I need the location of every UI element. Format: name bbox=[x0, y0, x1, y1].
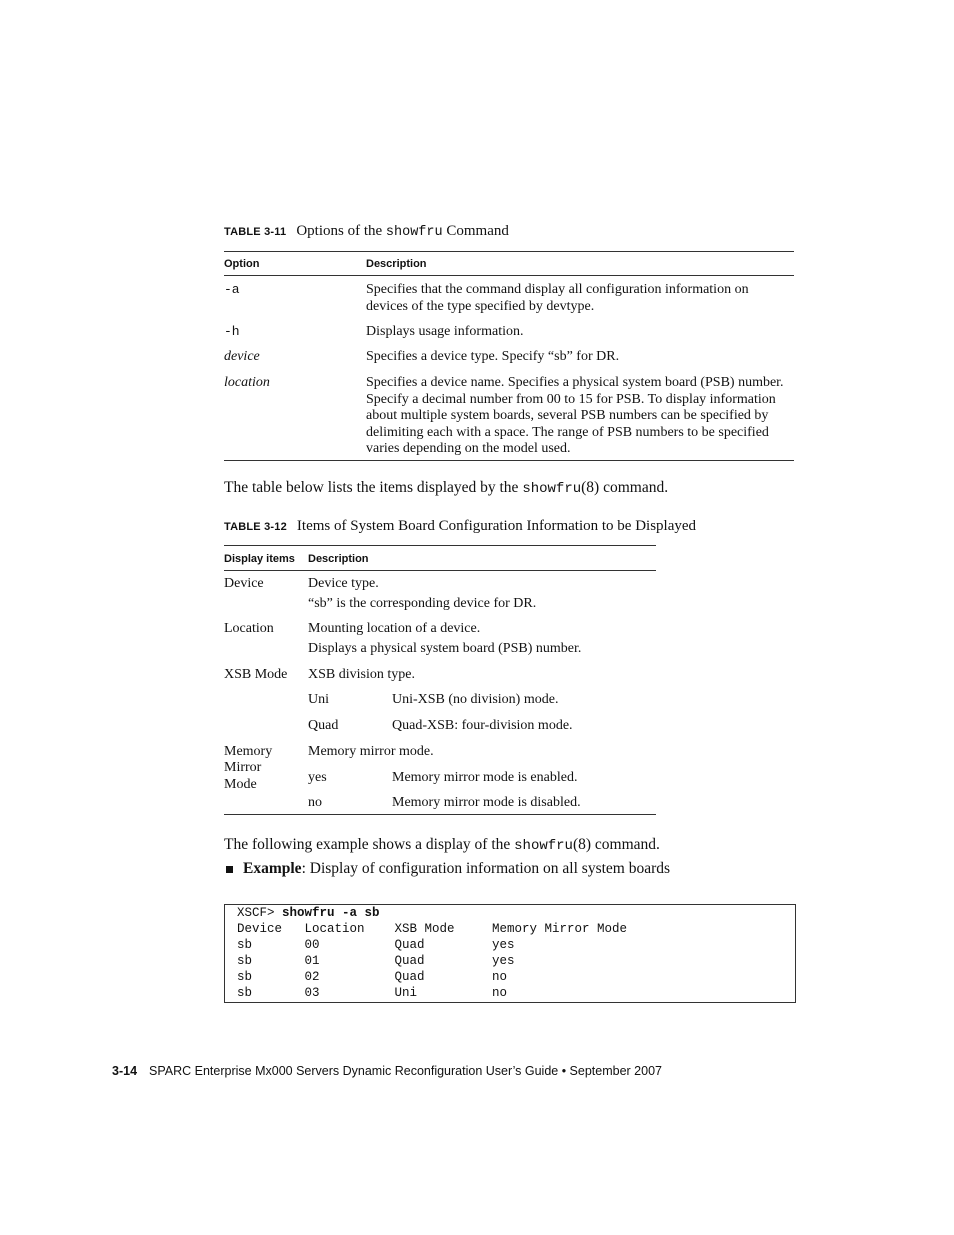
caption-text: Items of System Board Configuration Information to be Displayed bbox=[296, 518, 697, 534]
code-output-line: sb 00 Quad yes bbox=[237, 938, 515, 952]
inline-command: showfru bbox=[514, 838, 573, 854]
sub-key: no bbox=[308, 795, 322, 810]
body-paragraph bbox=[224, 836, 660, 854]
table-3-12-caption bbox=[224, 518, 696, 535]
description-cell: Displays a physical system board (PSB) number. bbox=[308, 641, 582, 656]
bullet-item bbox=[243, 860, 670, 878]
table-top-rule bbox=[224, 545, 656, 546]
table-label: TABLE 3-12 bbox=[224, 521, 287, 533]
column-header-description: Description bbox=[366, 258, 427, 270]
description-cell: “sb” is the corresponding device for DR. bbox=[308, 596, 537, 611]
header-rule bbox=[224, 275, 794, 276]
item-cell: Memory bbox=[224, 744, 273, 759]
table-label: TABLE 3-11 bbox=[224, 226, 287, 238]
code-output-line: Device Location XSB Mode Memory Mirror Mode bbox=[237, 922, 628, 936]
sub-value: Memory mirror mode is disabled. bbox=[392, 795, 581, 810]
option-cell: -a bbox=[224, 282, 240, 297]
description-cell: Mounting location of a device. bbox=[308, 621, 481, 636]
code-output-line: sb 03 Uni no bbox=[237, 986, 508, 1000]
item-cell: Device bbox=[224, 576, 264, 591]
caption-text: Command bbox=[442, 223, 509, 239]
inline-command: showfru bbox=[522, 481, 582, 497]
description-cell: Device type. bbox=[308, 576, 379, 591]
item-cell: XSB Mode bbox=[224, 667, 288, 682]
option-cell: location bbox=[224, 375, 270, 390]
code-command: showfru -a sb bbox=[282, 906, 380, 920]
caption-text: Options of the bbox=[296, 223, 386, 239]
bullet-text: : Display of configuration information on all system boards bbox=[301, 860, 671, 877]
item-cell: Mirror bbox=[224, 760, 262, 775]
paragraph-text: (8) command. bbox=[581, 479, 669, 496]
description-cell: Specifies a device name. Specifies a physical system board (PSB) number. Specify a decimal number from 00 to 15 for PSB. To display information about multiple system boards, several PSB numbers can be specified by delimiting each with a space. The range of PSB numbers to be specified varies depending on the model used. bbox=[366, 375, 784, 456]
body-paragraph bbox=[224, 479, 668, 497]
caption-command: showfru bbox=[385, 225, 443, 240]
code-example-box bbox=[224, 904, 796, 1003]
header-rule bbox=[224, 570, 656, 571]
column-header-display-items: Display items bbox=[224, 553, 295, 565]
description-cell: XSB division type. bbox=[308, 667, 415, 682]
code-command-line bbox=[237, 905, 380, 921]
sub-value: Quad-XSB: four-division mode. bbox=[392, 718, 573, 733]
column-header-description: Description bbox=[308, 553, 369, 565]
code-prompt: XSCF> bbox=[237, 906, 283, 920]
sub-value: Memory mirror mode is enabled. bbox=[392, 770, 578, 785]
code-output-line: sb 02 Quad no bbox=[237, 970, 508, 984]
footer-text: SPARC Enterprise Mx000 Servers Dynamic Reconfiguration User’s Guide • September 2007 bbox=[149, 1064, 662, 1078]
option-cell: device bbox=[224, 349, 260, 364]
paragraph-text: The following example shows a display of the bbox=[224, 836, 515, 853]
table-bottom-rule bbox=[224, 814, 656, 815]
page-footer bbox=[112, 1064, 662, 1078]
paragraph-text: (8) command. bbox=[572, 836, 660, 853]
description-cell: Specifies a device type. Specify “sb” for DR. bbox=[366, 349, 620, 364]
table-top-rule bbox=[224, 251, 794, 252]
description-cell: Specifies that the command display all configuration information on devices of the type specified by devtype. bbox=[366, 282, 749, 314]
option-cell: -h bbox=[224, 324, 240, 339]
sub-key: Quad bbox=[308, 718, 339, 733]
code-output-line: sb 01 Quad yes bbox=[237, 954, 515, 968]
item-cell: Location bbox=[224, 621, 274, 636]
column-header-option: Option bbox=[224, 258, 260, 270]
description-cell: Memory mirror mode. bbox=[308, 744, 434, 759]
sub-key: yes bbox=[308, 770, 327, 785]
page-number: 3-14 bbox=[112, 1064, 138, 1078]
sub-value: Uni-XSB (no division) mode. bbox=[392, 692, 559, 707]
table-bottom-rule bbox=[224, 460, 794, 461]
bullet-bold-text: Example bbox=[243, 860, 302, 877]
item-cell: Mode bbox=[224, 777, 257, 792]
paragraph-text: The table below lists the items displayed by the bbox=[224, 479, 523, 496]
description-cell: Displays usage information. bbox=[366, 324, 524, 339]
sub-key: Uni bbox=[308, 692, 329, 707]
bullet-square-icon bbox=[226, 866, 233, 873]
table-3-11-caption bbox=[224, 223, 509, 240]
